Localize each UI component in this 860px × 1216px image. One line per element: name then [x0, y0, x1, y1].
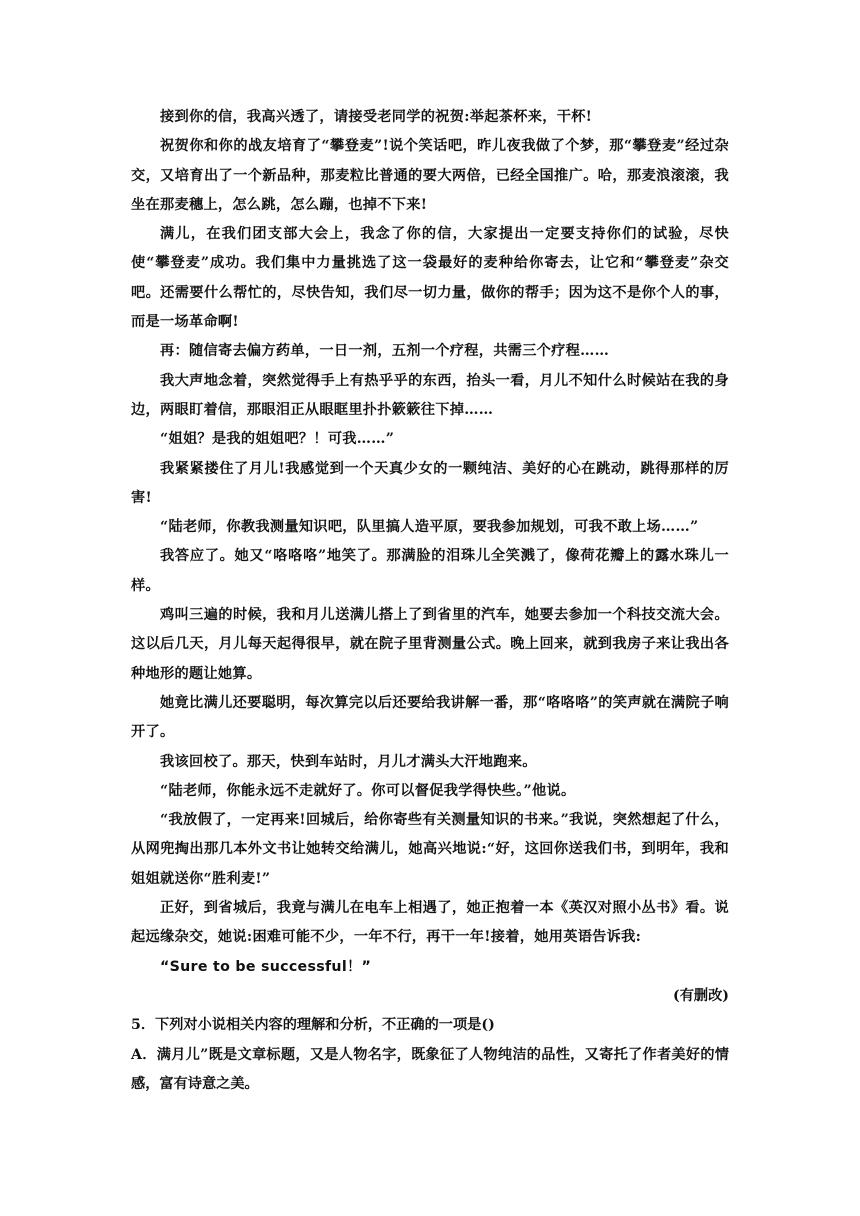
source-note: (有删改) — [673, 987, 729, 1004]
paragraph-14: “我放假了，一定再来!回城后，给你寄些有关测量知识的书来。”我说，突然想起了什么，从网兜掏出那几本外文书让她转交给满儿，她高兴地说:“好，这回你送我们书，到明年，我和姐姐就送你“胜利麦!” — [131, 812, 729, 887]
paragraph-12: 我该回校了。那天，快到车站时，月儿才满头大汗地跑来。 — [160, 753, 537, 770]
paragraph-11: 她竟比满儿还要聪明，每次算完以后还要给我讲解一番，那“咯咯咯”的笑声就在满院子响开了。 — [131, 694, 729, 741]
paragraph-8: “陆老师，你教我测量知识吧，队里搞人造平原，要我参加规划，可我不敢上场……” — [160, 519, 699, 536]
question-stem: 5．下列对小说相关内容的理解和分析，不正确的一项是() — [131, 1017, 495, 1034]
paragraph-10: 鸡叫三遍的时候，我和月儿送满儿搭上了到省里的汽车，她要去参加一个科技交流大会。这以后几天，月儿每天起得很早，就在院子里背测量公式。晚上回来，就到我房子来让我出各种地形的题让她算。 — [131, 607, 729, 682]
paragraph-13: “陆老师，你能永远不走就好了。你可以督促我学得快些。”他说。 — [160, 782, 576, 799]
paragraph-16-english: “Sure to be successful！” — [160, 958, 372, 975]
paragraph-7: 我紧紧搂住了月儿!我感觉到一个天真少女的一颗纯洁、美好的心在跳动，跳得那样的厉害! — [131, 460, 729, 506]
paragraph-15: 正好，到省城后，我竟与满儿在电车上相遇了，她正抱着一本《英汉对照小丛书》看。说起远缘杂交，她说:困难可能不少，一年不行，再干一年!接着，她用英语告诉我: — [131, 900, 729, 946]
paragraph-1: 接到你的信，我高兴透了，请接受老同学的祝贺:举起茶杯来，干杯! — [160, 109, 593, 125]
article-body — [131, 103, 729, 1099]
paragraph-9: 我答应了。她又“咯咯咯”地笑了。那满脸的泪珠儿全笑溅了，像荷花瓣上的露水珠儿一样。 — [131, 548, 729, 594]
paragraph-5: 我大声地念着，突然觉得手上有热乎乎的东西，抬头一看，月儿不知什么时候站在我的身边，两眼盯着信，那眼泪正从眼眶里扑扑簌簌往下掉…… — [131, 372, 729, 418]
paragraph-2: 祝贺你和你的战友培育了“攀登麦”!说个笑话吧，昨儿夜我做了个梦，那“攀登麦”经过杂交，又培育出了一个新品种，那麦粒比普通的要大两倍，已经全国推广。哈，那麦浪滚滚，我坐在那麦穗上，怎么跳，怎么蹦，也掉不下来! — [131, 138, 729, 213]
paragraph-4: 再：随信寄去偏方药单，一日一剂，五剂一个疗程，共需三个疗程…… — [160, 343, 610, 360]
question-option-a: A．满月儿”既是文章标题，又是人物名字，既象征了人物纯洁的品性，又寄托了作者美好的情感，富有诗意之美。 — [131, 1046, 729, 1092]
paragraph-6: “姐姐？是我的姐姐吧？！可我……” — [160, 431, 395, 448]
paragraph-3: 满儿，在我们团支部大会上，我念了你的信，大家提出一定要支持你们的试验，尽快使“攀登麦”成功。我们集中力量挑选了这一袋最好的麦种给你寄去，让它和“攀登麦”杂交吧。还需要什么帮忙的，尽快告知，我们尽一切力量，做你的帮手；因为这不是你个人的事，而是一场革命啊! — [131, 226, 729, 331]
